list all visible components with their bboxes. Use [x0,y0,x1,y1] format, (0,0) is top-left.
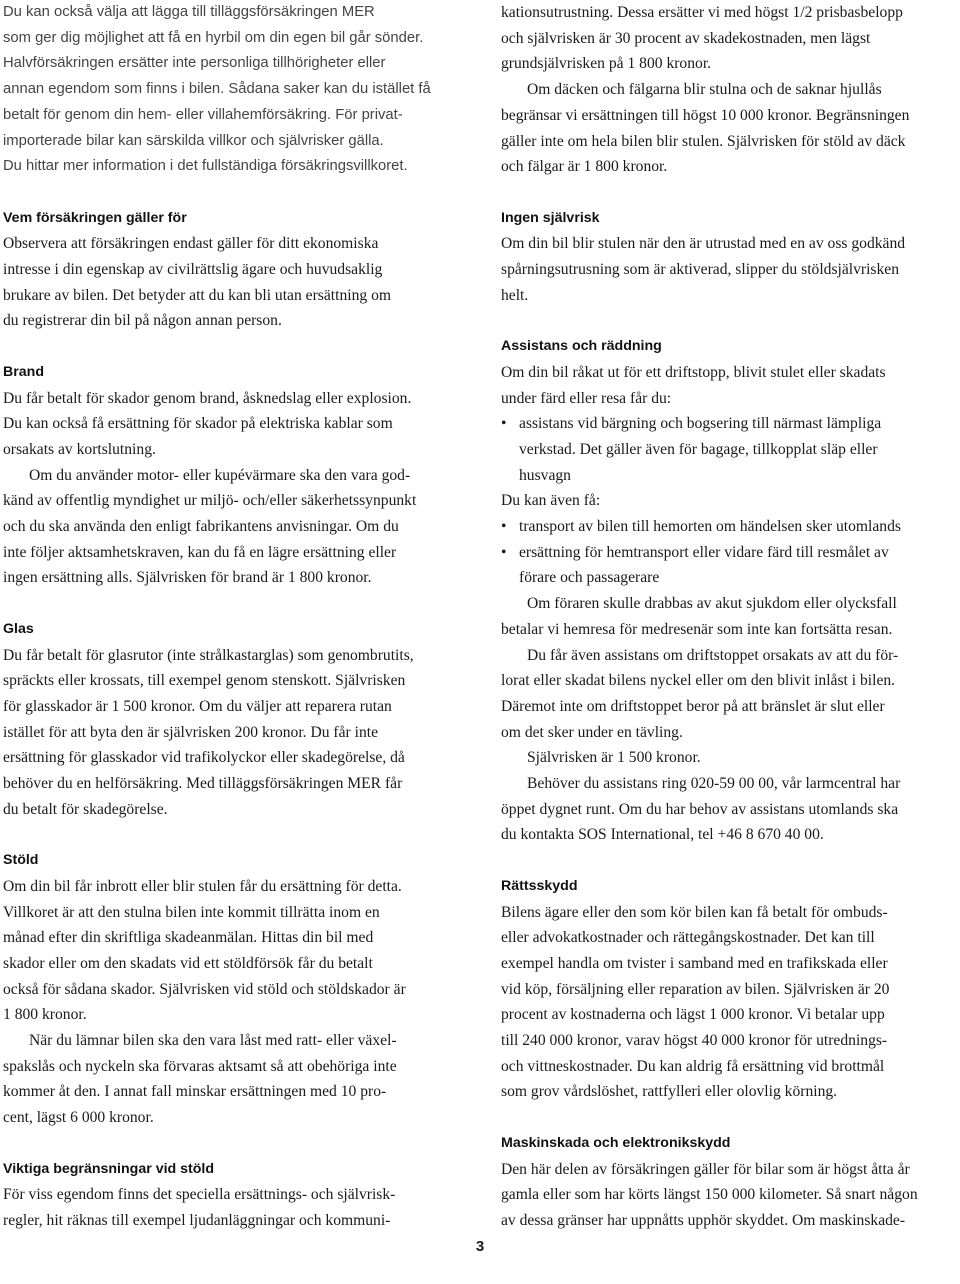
section-glas [3,617,473,823]
self-risk-line: Självrisken är 1 500 kronor. [527,749,701,767]
bullet-item [501,514,959,540]
text-line: förare och passagerare [519,569,660,587]
text-line: Om föraren skulle drabbas av akut sjukdom eller olycksfall [527,595,897,613]
left-column [3,0,473,1234]
also-label: Du kan även få: [501,492,601,510]
section-brand [3,360,473,591]
section-heading: Brand [3,363,44,380]
text-line: Om din bil får inbrott eller blir stulen får du ersättning för detta. [3,877,402,895]
text-line: intresse i din egenskap av civilrättslig ägare och huvudsaklig [3,261,383,279]
text-line: procent av kostnaderna och lägst 1 000 kronor. Vi betalar upp [501,1006,885,1024]
text-line: Observera att försäkringen endast gäller för ditt ekonomiska [3,235,379,253]
right-column [501,0,959,1234]
text-line: eller advokatkostnader och rättegångskostnader. Det kan till [501,929,875,947]
bullet-item [501,411,959,488]
page-number: 3 [475,1238,485,1255]
text-line: gamla eller som har körts längst 150 000 kilometer. Så snart någon [501,1186,918,1204]
text-line: regler, hit räknas till exempel ljudanläggningar och kommuni- [3,1211,391,1229]
bullet-list [501,411,959,488]
intro-paragraph [3,0,473,180]
section-body [501,1157,959,1234]
text-line: verkstad. Det gäller även för bagage, tillkopplat släp eller [519,440,878,458]
text-line: betalt för genom din hem- eller villahemförsäkring. För privat- [3,106,403,123]
text-line: kommer åt den. I annat fall minskar ersättningen med 10 pro- [3,1083,387,1101]
section-heading: Stöld [3,852,39,869]
text-line: Däremot inte om driftstoppet beror på att bränslet är slut eller [501,697,885,715]
text-line: behöver du en helförsäkring. Med tilläggsförsäkringen MER får [3,775,403,793]
text-line: som ger dig möjlighet att få en hyrbil om din egen bil går sönder. [3,29,424,46]
text-line: assistans vid bärgning och bogsering till närmast lämpliga [519,415,882,433]
section-heading: Rättsskydd [501,877,578,894]
text-line: Bilens ägare eller den som kör bilen kan få betalt för ombuds- [501,903,888,921]
text-line: brukare av bilen. Det betyder att du kan bli utan ersättning om [3,286,391,304]
text-line: och självrisken är 30 procent av skadekostnaden, men lägst [501,29,871,47]
section-stold [3,848,473,1131]
text-line: Halvförsäkringen ersätter inte personliga tillhörigheter eller [3,55,386,72]
text-line: exempel handla om tvister i samband med en trafikskada eller [501,954,888,972]
text-line: känd av offentlig myndighet ur miljö- och/eller säkerhetssynpunkt [3,492,417,510]
text-line: inte följer aktsamhetskraven, kan du få en lägre ersättning eller [3,543,397,561]
bullet-icon: • [501,415,507,433]
text-line: importerade bilar kan särskilda villkor och självrisker gälla. [3,132,384,149]
text-line: spräckts eller krossats, till exempel genom stenskott. Självrisken [3,672,406,690]
section-maskinskada [501,1131,959,1234]
section-heading: Viktiga begränsningar vid stöld [3,1160,215,1177]
text-line: vid köp, försäljning eller reparation av bilen. Självrisken är 20 [501,980,890,998]
text-line: Villkoret är att den stulna bilen inte kommit tillrätta inom en [3,903,380,921]
text-line: till 240 000 kronor, varav högst 40 000 kronor för utrednings- [501,1032,888,1050]
text-line: ingen ersättning alls. Självrisken för brand är 1 800 kronor. [3,569,372,587]
text-line: gäller inte om hela bilen blir stulen. Självrisken för stöld av däck [501,132,906,150]
text-line: Du kan också få ersättning för skador på elektriska kablar som [3,415,393,433]
bullet-icon: • [501,543,507,561]
text-line: om det sker under en tävling. [501,723,683,741]
text-line: och vittneskostnader. Du kan aldrig få ersättning vid brottmål [501,1057,885,1075]
section-body [501,360,959,411]
continued-paragraph [501,0,959,77]
section-body [3,874,473,1028]
section-body [3,463,473,592]
text-line: du registrerar din bil på någon annan person. [3,312,282,330]
text-line: av dessa gränser har uppnåtts upphör skyddet. Om maskinskade- [501,1211,906,1229]
text-line: husvagn [519,466,571,484]
section-body [501,643,959,746]
text-line: annan egendom som finns i bilen. Sådana saker kan du istället få [3,81,431,98]
text-line: som grov vårdslöshet, rattfylleri eller olovlig körning. [501,1083,838,1101]
bullet-list [501,514,959,591]
bullet-icon: • [501,518,507,536]
text-line: Du får betalt för glasrutor (inte strålkastarglas) som genombrutits, [3,646,414,664]
section-body [3,643,473,823]
section-body [3,386,473,463]
section-assistans [501,334,959,848]
text-line: ersättning för hemtransport eller vidare färd till resmålet av [519,543,889,561]
text-line: Du kan också välja att lägga till tilläggsförsäkringen MER [3,4,375,20]
text-line: cent, lägst 6 000 kronor. [3,1109,154,1127]
text-line: du kontakta SOS International, tel +46 8 670 40 00. [501,826,824,844]
text-line: kationsutrustning. Dessa ersätter vi med högst 1/2 prisbasbelopp [501,4,903,21]
text-line: månad efter din skriftliga skadeanmälan. Hittas din bil med [3,929,374,947]
text-line: Om din bil blir stulen när den är utrustad med en av oss godkänd [501,235,906,253]
section-body [501,900,959,1106]
section-viktiga [3,1157,473,1234]
text-line: grundsjälvrisken på 1 800 kronor. [501,55,712,73]
text-line: Behöver du assistans ring 020-59 00 00, vår larmcentral har [527,775,901,793]
text-line: Du hittar mer information i det fullständiga försäkringsvillkoret. [3,158,408,175]
text-line: och fälgar är 1 800 kronor. [501,158,668,176]
text-line: Om du använder motor- eller kupévärmare ska den vara god- [29,466,411,484]
text-line: för glasskador är 1 500 kronor. Om du väljer att reparera rutan [3,697,392,715]
text-line: Om din bil råkat ut för ett driftstopp, blivit stulet eller skadats [501,363,886,381]
text-line: istället för att byta den är självrisken 200 kronor. Du får inte [3,723,379,741]
text-line: öppet dygnet runt. Om du har behov av assistans utomlands ska [501,800,899,818]
text-line: begränsar vi ersättningen till högst 10 000 kronor. Begränsningen [501,106,910,124]
text-line: under färd eller resa får du: [501,389,672,407]
section-body [3,231,473,334]
text-line: betalar vi hemresa för medresenär som inte kan fortsätta resan. [501,620,893,638]
section-heading: Assistans och räddning [501,338,662,355]
text-line: spakslås och nyckeln ska förvaras aktsamt så att obehöriga inte [3,1057,397,1075]
section-body [3,1182,473,1233]
text-line: ersättning för glasskador vid trafikolyckor eller skadegörelse, då [3,749,405,767]
text-line: Om däcken och fälgarna blir stulna och de saknar hjullås [527,81,882,99]
text-line: För viss egendom finns det speciella ersättnings- och självrisk- [3,1186,396,1204]
text-line: skador eller om den skadats vid ett stöldförsök får du betalt [3,954,373,972]
section-heading: Glas [3,620,34,637]
text-line: lorat eller skadat bilens nyckel eller om den blivit inlåst i bilen. [501,672,896,690]
section-heading: Maskinskada och elektronikskydd [501,1134,731,1151]
section-body [501,231,959,308]
section-body [501,771,959,848]
text-line: och du ska använda den enligt fabrikantens anvisningar. Om du [3,518,399,536]
text-line: 1 800 kronor. [3,1006,87,1024]
text-line: helt. [501,286,529,304]
text-line: Du får även assistans om driftstoppet orsakats av att du för- [527,646,899,664]
text-line: När du lämnar bilen ska den vara låst med ratt- eller växel- [29,1032,397,1050]
bullet-item [501,540,959,591]
section-body [3,1028,473,1131]
text-line: Den här delen av försäkringen gäller för bilar som är högst åtta år [501,1160,910,1178]
section-heading: Vem försäkringen gäller för [3,209,187,226]
section-rattsskydd [501,874,959,1105]
text-line: spårningsutrusning som är aktiverad, slipper du stöldsjälvrisken [501,261,900,279]
text-line: Du får betalt för skador genom brand, åsknedslag eller explosion. [3,389,412,407]
section-body [501,591,959,642]
text-line: du betalt för skadegörelse. [3,800,168,818]
section-vem [3,206,473,335]
text-line: orsakats av kortslutning. [3,440,156,458]
section-heading: Ingen självrisk [501,209,600,226]
text-line: också för sådana skador. Självrisken vid stöld och stöldskador är [3,980,406,998]
text-line: transport av bilen till hemorten om händelsen sker utomlands [519,518,901,536]
section-ingen-sjalvrisk [501,206,959,309]
continued-paragraph [501,77,959,180]
